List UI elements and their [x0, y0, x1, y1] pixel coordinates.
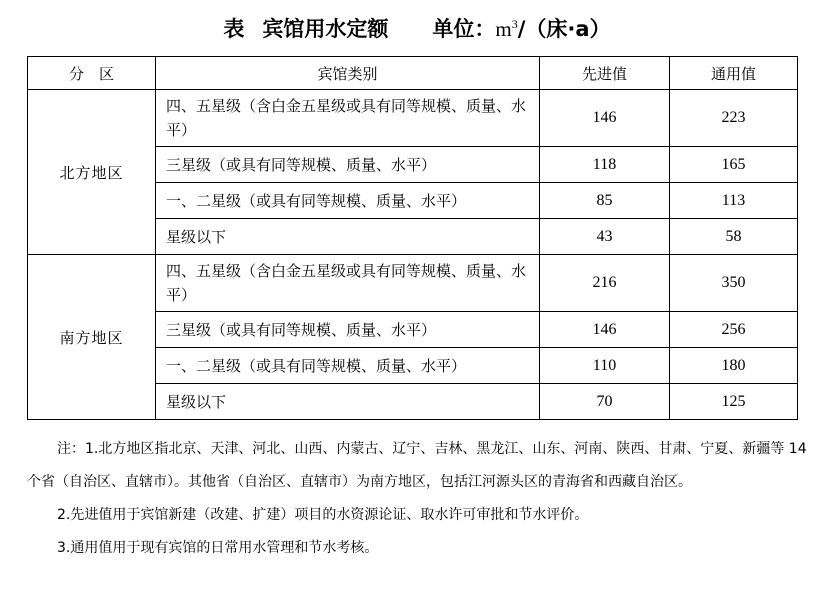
advanced-value: 216	[540, 255, 670, 312]
category-cell: 星级以下	[156, 219, 540, 255]
category-cell: 三星级（或具有同等规模、质量、水平）	[156, 312, 540, 348]
table-title	[0, 8, 834, 45]
general-value: 58	[670, 219, 798, 255]
advanced-value: 85	[540, 183, 670, 219]
table-notes	[27, 433, 807, 565]
category-cell: 四、五星级（含白金五星级或具有同等规模、质量、水平）	[156, 90, 540, 147]
unit-label: 单位：	[432, 17, 496, 41]
header-category: 宾馆类别	[156, 57, 540, 90]
header-region: 分 区	[28, 57, 156, 90]
region-cell-north: 北方地区	[28, 90, 156, 255]
note-1: 注：1.北方地区指北京、天津、河北、山西、内蒙古、辽宁、吉林、黑龙江、山东、河南、陕西、甘肃、宁夏、新疆等 14 个省（自治区、直辖市）。其他省（自治区、直辖市）为南方地区，包括江河源头区的青海省和西藏自治区。	[27, 441, 807, 490]
general-value: 113	[670, 183, 798, 219]
title-name: 宾馆用水定额	[262, 17, 389, 41]
category-cell: 四、五星级（含白金五星级或具有同等规模、质量、水平）	[156, 255, 540, 312]
category-cell: 一、二星级（或具有同等规模、质量、水平）	[156, 348, 540, 384]
unit-base: m	[495, 17, 512, 41]
title-label: 表	[223, 17, 245, 41]
header-general: 通用值	[670, 57, 798, 90]
advanced-value: 118	[540, 147, 670, 183]
region-cell-south: 南方地区	[28, 255, 156, 420]
general-value: 350	[670, 255, 798, 312]
note-3: 3.通用值用于现有宾馆的日常用水管理和节水考核。	[57, 540, 379, 556]
category-cell: 一、二星级（或具有同等规模、质量、水平）	[156, 183, 540, 219]
unit-rest: /（床·a）	[517, 17, 611, 41]
general-value: 223	[670, 90, 798, 147]
general-value: 256	[670, 312, 798, 348]
category-cell: 星级以下	[156, 384, 540, 420]
category-cell: 三星级（或具有同等规模、质量、水平）	[156, 147, 540, 183]
advanced-value: 146	[540, 312, 670, 348]
advanced-value: 43	[540, 219, 670, 255]
general-value: 125	[670, 384, 798, 420]
advanced-value: 110	[540, 348, 670, 384]
table-row	[28, 255, 798, 312]
unit-exponent: 3	[511, 17, 518, 31]
general-value: 180	[670, 348, 798, 384]
note-2: 2.先进值用于宾馆新建（改建、扩建）项目的水资源论证、取水许可审批和节水评价。	[57, 507, 589, 523]
table-row	[28, 90, 798, 147]
water-quota-table	[27, 56, 798, 420]
header-advanced: 先进值	[540, 57, 670, 90]
header-row	[28, 57, 798, 90]
advanced-value: 146	[540, 90, 670, 147]
advanced-value: 70	[540, 384, 670, 420]
general-value: 165	[670, 147, 798, 183]
